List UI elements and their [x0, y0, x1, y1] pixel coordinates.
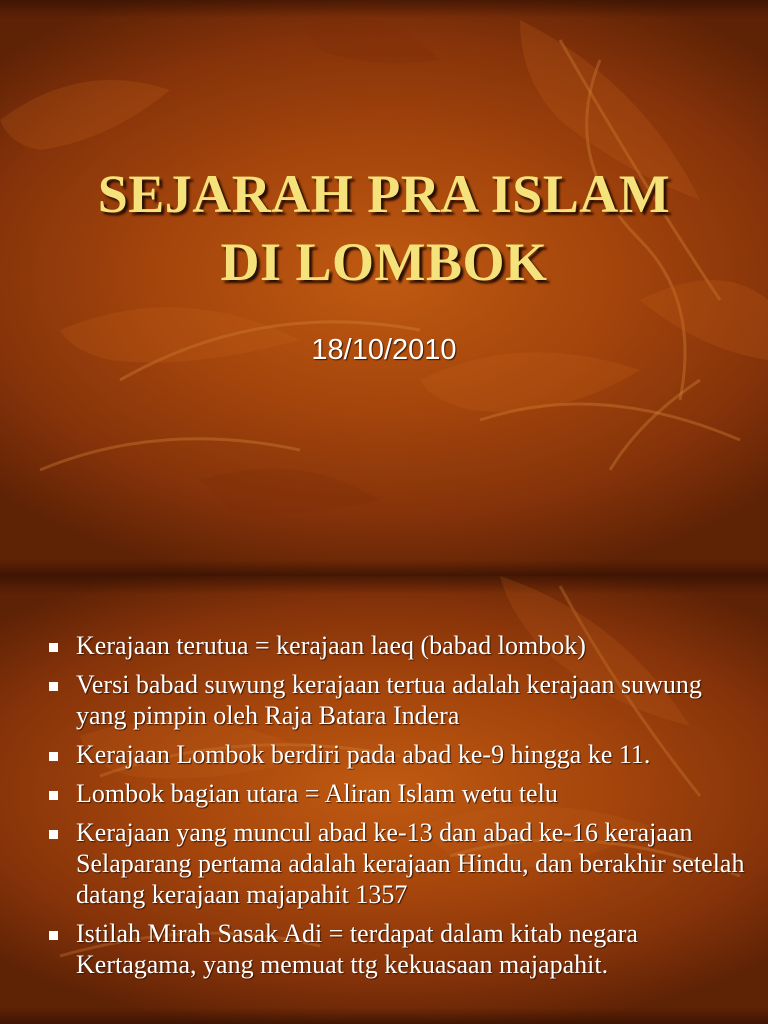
square-bullet-icon: [49, 643, 58, 652]
slide-date: 18/10/2010: [311, 334, 457, 366]
bullet-item: [46, 739, 746, 770]
bullet-item: [46, 817, 746, 910]
bullet-text: Versi babad suwung kerajaan tertua adalah kerajaan suwung yang pimpin oleh Raja Batara Indera: [76, 670, 702, 730]
slide-title: [0, 160, 768, 296]
bullet-item: [46, 630, 746, 661]
bullet-item: [46, 669, 746, 731]
square-bullet-icon: [49, 830, 58, 839]
bullet-text: Kerajaan terutua = kerajaan laeq (babad lombok): [76, 631, 586, 660]
square-bullet-icon: [49, 682, 58, 691]
bullet-text: Lombok bagian utara = Aliran Islam wetu telu: [76, 779, 558, 808]
bullet-text: Kerajaan yang muncul abad ke-13 dan abad ke-16 kerajaan Selaparang pertama adalah kerajaan Hindu, dan berakhir setelah datang kerajaan majapahit 1357: [76, 818, 745, 909]
square-bullet-icon: [49, 791, 58, 800]
bullet-item: [46, 918, 746, 980]
square-bullet-icon: [49, 931, 58, 940]
bullet-list: [46, 630, 746, 988]
bullet-item: [46, 778, 746, 809]
bullet-text: Istilah Mirah Sasak Adi = terdapat dalam kitab negara Kertagama, yang memuat ttg kekuasaan majapahit.: [76, 919, 638, 979]
slide-title-line-2: DI LOMBOK: [220, 232, 548, 292]
slide-title-line-1: SEJARAH PRA ISLAM: [97, 164, 671, 224]
square-bullet-icon: [49, 752, 58, 761]
bullet-text: Kerajaan Lombok berdiri pada abad ke-9 hingga ke 11.: [76, 740, 651, 769]
